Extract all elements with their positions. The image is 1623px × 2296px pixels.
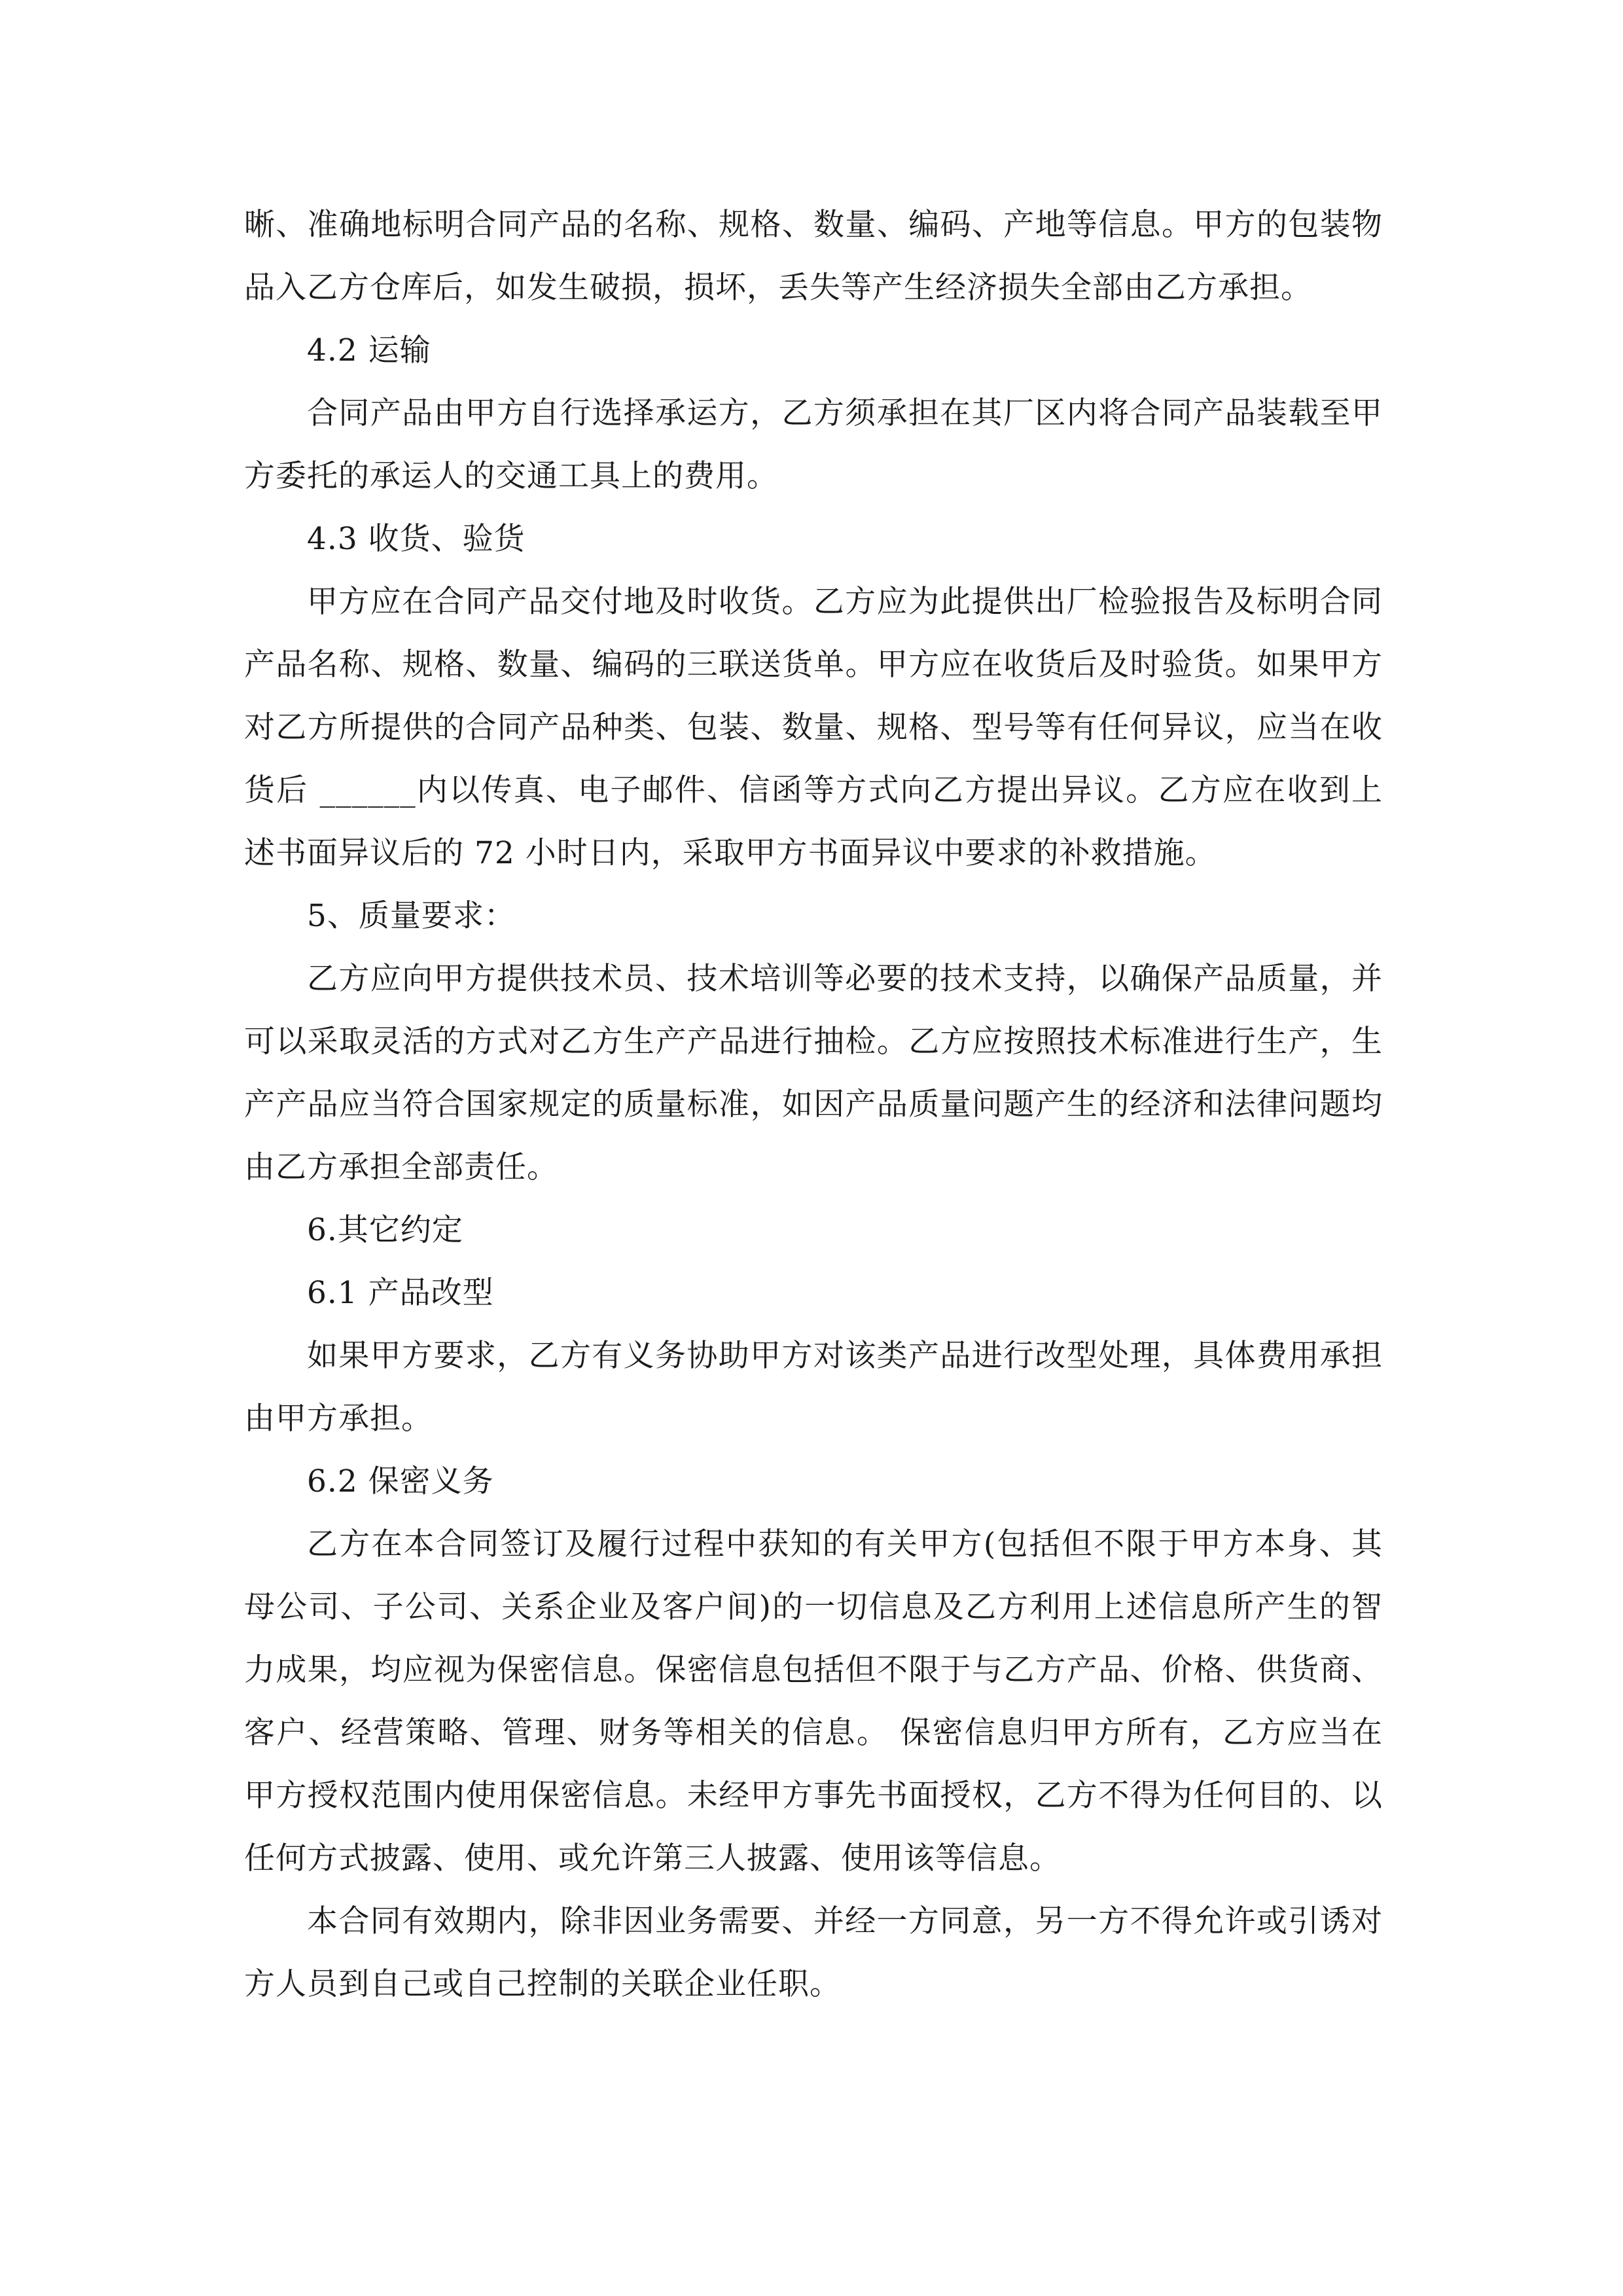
paragraph-confidentiality: 乙方在本合同签订及履行过程中获知的有关甲方(包括但不限于甲方本身、其母公司、子公司、关系企业及客户间)的一切信息及乙方利用上述信息所产生的智力成果，均应视为保密信息。保密信息包括但不限于与乙方产品、价格、供货商、客户、经营策略、管理、财务等相关的信息。 保密信息归甲方所有，乙方应当在甲方授权范围内使用保密信息。未经甲方事先书面授权，乙方不得为任何目的、以任何方式披露、使用、或允许第三人披露、使用该等信息。 — [244, 1526, 1383, 1876]
paragraph-product-modification: 如果甲方要求，乙方有义务协助甲方对该类产品进行改型处理，具体费用承担由甲方承担。 — [244, 1338, 1383, 1437]
paragraph-non-solicitation: 本合同有效期内，除非因业务需要、并经一方同意，另一方不得允许或引诱对方人员到自己或自己控制的关联企业任职。 — [244, 1903, 1383, 2002]
heading-4-2-transport: 4.2 运输 — [307, 332, 431, 368]
heading-6-2-confidentiality: 6.2 保密义务 — [307, 1463, 494, 1499]
heading-6-other-agreements: 6.其它约定 — [307, 1212, 463, 1248]
paragraph-quality-requirements: 乙方应向甲方提供技术员、技术培训等必要的技术支持，以确保产品质量，并可以采取灵活的方式对乙方生产产品进行抽检。乙方应按照技术标准进行生产，生产产品应当符合国家规定的质量标准，如因产品质量问题产生的经济和法律问题均由乙方承担全部责任。 — [244, 961, 1383, 1185]
paragraph-receiving-inspection: 甲方应在合同产品交付地及时收货。乙方应为此提供出厂检验报告及标明合同产品名称、规格、数量、编码的三联送货单。甲方应在收货后及时验货。如果甲方对乙方所提供的合同产品种类、包装、数量、规格、型号等有任何异议，应当在收货后 ______内以传真、电子邮件、信函等方式向乙方提出异议。乙方应在收到上述书面异议后的 72 小时日内，采取甲方书面异议中要求的补救措施。 — [244, 584, 1383, 871]
paragraph-transport: 合同产品由甲方自行选择承运方，乙方须承担在其厂区内将合同产品装载至甲方委托的承运人的交通工具上的费用。 — [244, 395, 1383, 494]
paragraph-continuation-packaging: 晰、准确地标明合同产品的名称、规格、数量、编码、产地等信息。甲方的包装物品入乙方仓库后，如发生破损，损坏，丢失等产生经济损失全部由乙方承担。 — [244, 207, 1383, 306]
heading-5-quality-requirements: 5、质量要求： — [307, 898, 516, 934]
heading-4-3-receiving-inspection: 4.3 收货、验货 — [307, 521, 526, 557]
document-body — [244, 194, 1383, 2016]
heading-6-1-product-modification: 6.1 产品改型 — [307, 1275, 494, 1311]
